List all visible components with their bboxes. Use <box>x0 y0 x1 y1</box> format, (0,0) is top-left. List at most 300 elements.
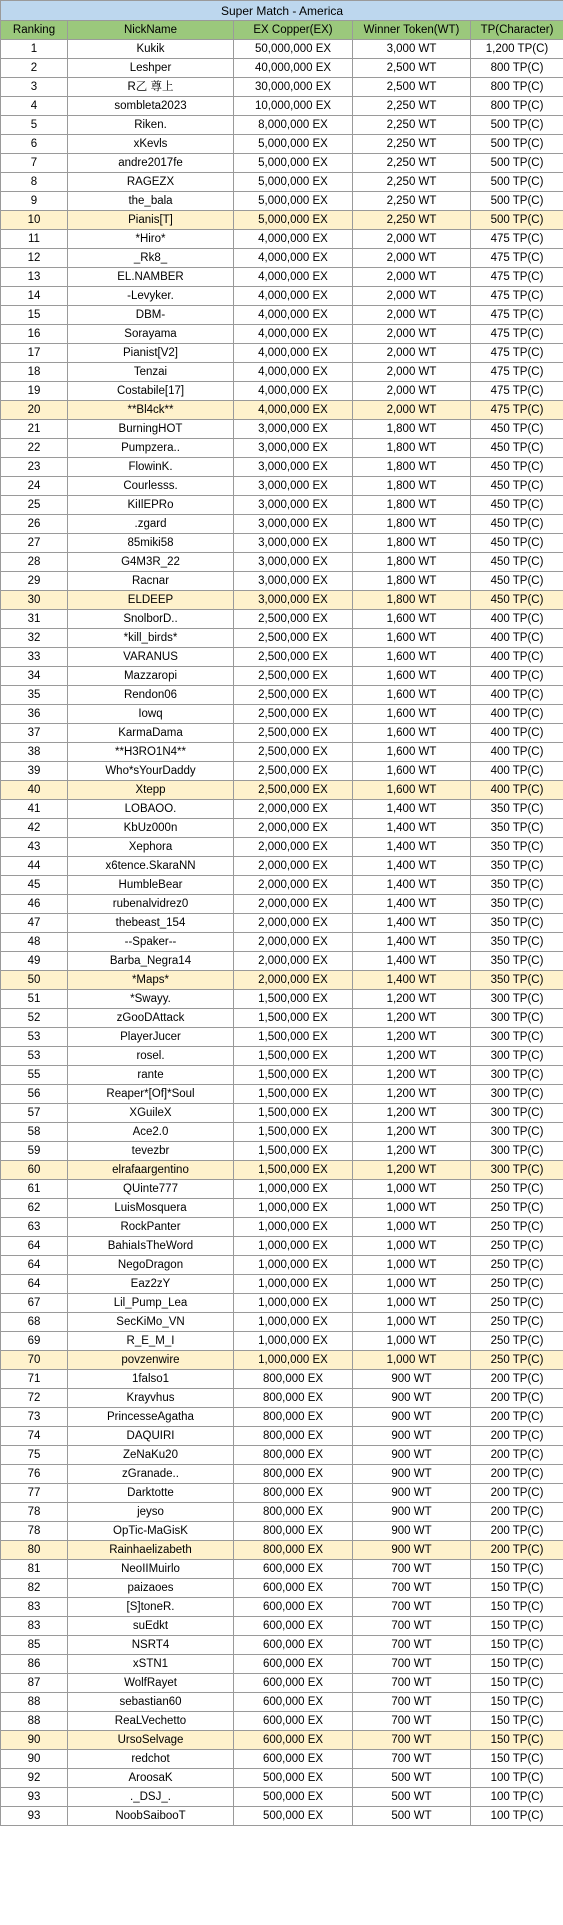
table-row <box>1 1769 563 1788</box>
nickname-cell: Xephora <box>68 838 234 857</box>
winner-token-cell: 700 WT <box>353 1598 471 1617</box>
winner-token-cell: 1,000 WT <box>353 1180 471 1199</box>
ex-copper-cell: 2,000,000 EX <box>234 971 353 990</box>
rank-cell: 56 <box>1 1085 68 1104</box>
ex-copper-cell: 4,000,000 EX <box>234 325 353 344</box>
nickname-cell: _Rk8_ <box>68 249 234 268</box>
winner-token-cell: 1,800 WT <box>353 553 471 572</box>
nickname-cell: rubenalvidrez0 <box>68 895 234 914</box>
table-row <box>1 1275 563 1294</box>
tp-cell: 200 TP(C) <box>471 1465 563 1484</box>
winner-token-cell: 1,600 WT <box>353 667 471 686</box>
rank-cell: 5 <box>1 116 68 135</box>
winner-token-cell: 1,200 WT <box>353 1028 471 1047</box>
tp-cell: 150 TP(C) <box>471 1693 563 1712</box>
rank-cell: 26 <box>1 515 68 534</box>
rank-cell: 64 <box>1 1237 68 1256</box>
rank-cell: 28 <box>1 553 68 572</box>
winner-token-cell: 900 WT <box>353 1446 471 1465</box>
tp-cell: 200 TP(C) <box>471 1522 563 1541</box>
winner-token-cell: 1,600 WT <box>353 705 471 724</box>
rank-cell: 6 <box>1 135 68 154</box>
table-row <box>1 1636 563 1655</box>
winner-token-cell: 1,200 WT <box>353 1161 471 1180</box>
rank-cell: 36 <box>1 705 68 724</box>
nickname-cell: povzenwire <box>68 1351 234 1370</box>
header-ex-copper: EX Copper(EX) <box>234 21 353 40</box>
header-row <box>1 21 563 40</box>
ex-copper-cell: 1,000,000 EX <box>234 1351 353 1370</box>
nickname-cell: thebeast_154 <box>68 914 234 933</box>
ex-copper-cell: 800,000 EX <box>234 1370 353 1389</box>
winner-token-cell: 1,800 WT <box>353 572 471 591</box>
nickname-cell: Pianis[T] <box>68 211 234 230</box>
table-row <box>1 401 563 420</box>
nickname-cell: Rendon06 <box>68 686 234 705</box>
table-row <box>1 648 563 667</box>
nickname-cell: tevezbr <box>68 1142 234 1161</box>
winner-token-cell: 2,250 WT <box>353 173 471 192</box>
table-row <box>1 287 563 306</box>
winner-token-cell: 2,250 WT <box>353 154 471 173</box>
rank-cell: 10 <box>1 211 68 230</box>
tp-cell: 250 TP(C) <box>471 1351 563 1370</box>
table-row <box>1 1085 563 1104</box>
tp-cell: 450 TP(C) <box>471 553 563 572</box>
rank-cell: 74 <box>1 1427 68 1446</box>
nickname-cell: NegoDragon <box>68 1256 234 1275</box>
tp-cell: 300 TP(C) <box>471 1066 563 1085</box>
table-row <box>1 971 563 990</box>
nickname-cell: KbUz000n <box>68 819 234 838</box>
winner-token-cell: 1,800 WT <box>353 496 471 515</box>
table-row <box>1 1807 563 1826</box>
table-row <box>1 458 563 477</box>
tp-cell: 475 TP(C) <box>471 325 563 344</box>
ex-copper-cell: 1,500,000 EX <box>234 1085 353 1104</box>
nickname-cell: Leshper <box>68 59 234 78</box>
rank-cell: 71 <box>1 1370 68 1389</box>
nickname-cell: -Levyker. <box>68 287 234 306</box>
tp-cell: 150 TP(C) <box>471 1655 563 1674</box>
rank-cell: 24 <box>1 477 68 496</box>
table-row <box>1 1617 563 1636</box>
winner-token-cell: 1,200 WT <box>353 1047 471 1066</box>
ex-copper-cell: 3,000,000 EX <box>234 515 353 534</box>
table-row <box>1 667 563 686</box>
nickname-cell: *kill_birds* <box>68 629 234 648</box>
ex-copper-cell: 4,000,000 EX <box>234 249 353 268</box>
winner-token-cell: 1,600 WT <box>353 686 471 705</box>
nickname-cell: Costabile[17] <box>68 382 234 401</box>
rank-cell: 70 <box>1 1351 68 1370</box>
header-ranking: Ranking <box>1 21 68 40</box>
winner-token-cell: 1,000 WT <box>353 1218 471 1237</box>
winner-token-cell: 1,800 WT <box>353 439 471 458</box>
table-row <box>1 990 563 1009</box>
tp-cell: 300 TP(C) <box>471 1142 563 1161</box>
nickname-cell: AroosaK <box>68 1769 234 1788</box>
winner-token-cell: 2,000 WT <box>353 363 471 382</box>
tp-cell: 250 TP(C) <box>471 1313 563 1332</box>
table-row <box>1 534 563 553</box>
rank-cell: 30 <box>1 591 68 610</box>
nickname-cell: andre2017fe <box>68 154 234 173</box>
ex-copper-cell: 500,000 EX <box>234 1807 353 1826</box>
rank-cell: 33 <box>1 648 68 667</box>
nickname-cell: rante <box>68 1066 234 1085</box>
table-row <box>1 1541 563 1560</box>
winner-token-cell: 900 WT <box>353 1370 471 1389</box>
tp-cell: 250 TP(C) <box>471 1199 563 1218</box>
winner-token-cell: 1,600 WT <box>353 781 471 800</box>
ex-copper-cell: 600,000 EX <box>234 1712 353 1731</box>
nickname-cell: QUinte777 <box>68 1180 234 1199</box>
tp-cell: 250 TP(C) <box>471 1218 563 1237</box>
table-row <box>1 1009 563 1028</box>
rank-cell: 87 <box>1 1674 68 1693</box>
nickname-cell: Pumpzera.. <box>68 439 234 458</box>
nickname-cell: DBM- <box>68 306 234 325</box>
winner-token-cell: 1,600 WT <box>353 762 471 781</box>
header-winner-token: Winner Token(WT) <box>353 21 471 40</box>
winner-token-cell: 1,400 WT <box>353 876 471 895</box>
table-row <box>1 610 563 629</box>
winner-token-cell: 1,200 WT <box>353 1123 471 1142</box>
ex-copper-cell: 1,000,000 EX <box>234 1199 353 1218</box>
nickname-cell: BahiaIsTheWord <box>68 1237 234 1256</box>
winner-token-cell: 1,800 WT <box>353 458 471 477</box>
nickname-cell: Rainhaelizabeth <box>68 1541 234 1560</box>
table-row <box>1 1066 563 1085</box>
rank-cell: 11 <box>1 230 68 249</box>
winner-token-cell: 2,000 WT <box>353 230 471 249</box>
winner-token-cell: 2,000 WT <box>353 401 471 420</box>
rank-cell: 47 <box>1 914 68 933</box>
table-row <box>1 496 563 515</box>
tp-cell: 100 TP(C) <box>471 1769 563 1788</box>
nickname-cell: NSRT4 <box>68 1636 234 1655</box>
tp-cell: 300 TP(C) <box>471 1047 563 1066</box>
table-row <box>1 1731 563 1750</box>
rank-cell: 51 <box>1 990 68 1009</box>
winner-token-cell: 1,600 WT <box>353 610 471 629</box>
winner-token-cell: 2,250 WT <box>353 116 471 135</box>
nickname-cell: LuisMosquera <box>68 1199 234 1218</box>
winner-token-cell: 1,600 WT <box>353 724 471 743</box>
nickname-cell: Who*sYourDaddy <box>68 762 234 781</box>
tp-cell: 150 TP(C) <box>471 1712 563 1731</box>
tp-cell: 150 TP(C) <box>471 1579 563 1598</box>
tp-cell: 800 TP(C) <box>471 78 563 97</box>
table-row <box>1 116 563 135</box>
nickname-cell: 85miki58 <box>68 534 234 553</box>
nickname-cell: Darktotte <box>68 1484 234 1503</box>
table-row <box>1 135 563 154</box>
tp-cell: 1,200 TP(C) <box>471 40 563 59</box>
table-row <box>1 306 563 325</box>
winner-token-cell: 1,400 WT <box>353 819 471 838</box>
nickname-cell: **Bl4ck** <box>68 401 234 420</box>
ex-copper-cell: 2,000,000 EX <box>234 857 353 876</box>
rank-cell: 78 <box>1 1522 68 1541</box>
winner-token-cell: 900 WT <box>353 1503 471 1522</box>
table-row <box>1 249 563 268</box>
table-row <box>1 1199 563 1218</box>
winner-token-cell: 1,400 WT <box>353 838 471 857</box>
nickname-cell: suEdkt <box>68 1617 234 1636</box>
ex-copper-cell: 5,000,000 EX <box>234 154 353 173</box>
rank-cell: 41 <box>1 800 68 819</box>
winner-token-cell: 700 WT <box>353 1617 471 1636</box>
rank-cell: 7 <box>1 154 68 173</box>
rank-cell: 46 <box>1 895 68 914</box>
rank-cell: 86 <box>1 1655 68 1674</box>
tp-cell: 300 TP(C) <box>471 1009 563 1028</box>
winner-token-cell: 1,200 WT <box>353 1142 471 1161</box>
ex-copper-cell: 8,000,000 EX <box>234 116 353 135</box>
rank-cell: 4 <box>1 97 68 116</box>
ex-copper-cell: 2,500,000 EX <box>234 667 353 686</box>
nickname-cell: R乙 尊上 <box>68 78 234 97</box>
tp-cell: 500 TP(C) <box>471 116 563 135</box>
rank-cell: 8 <box>1 173 68 192</box>
rank-cell: 17 <box>1 344 68 363</box>
tp-cell: 475 TP(C) <box>471 401 563 420</box>
rank-cell: 58 <box>1 1123 68 1142</box>
tp-cell: 250 TP(C) <box>471 1180 563 1199</box>
tp-cell: 450 TP(C) <box>471 420 563 439</box>
tp-cell: 350 TP(C) <box>471 933 563 952</box>
ex-copper-cell: 4,000,000 EX <box>234 306 353 325</box>
winner-token-cell: 1,200 WT <box>353 1085 471 1104</box>
rank-cell: 20 <box>1 401 68 420</box>
rank-cell: 31 <box>1 610 68 629</box>
tp-cell: 800 TP(C) <box>471 97 563 116</box>
rank-cell: 18 <box>1 363 68 382</box>
tp-cell: 450 TP(C) <box>471 591 563 610</box>
ex-copper-cell: 10,000,000 EX <box>234 97 353 116</box>
ex-copper-cell: 2,000,000 EX <box>234 838 353 857</box>
ex-copper-cell: 1,500,000 EX <box>234 1028 353 1047</box>
rank-cell: 92 <box>1 1769 68 1788</box>
tp-cell: 350 TP(C) <box>471 971 563 990</box>
winner-token-cell: 1,000 WT <box>353 1256 471 1275</box>
nickname-cell: x6tence.SkaraNN <box>68 857 234 876</box>
tp-cell: 450 TP(C) <box>471 515 563 534</box>
ex-copper-cell: 500,000 EX <box>234 1788 353 1807</box>
tp-cell: 350 TP(C) <box>471 895 563 914</box>
table-row <box>1 838 563 857</box>
nickname-cell: Barba_Negra14 <box>68 952 234 971</box>
rank-cell: 42 <box>1 819 68 838</box>
nickname-cell: Lil_Pump_Lea <box>68 1294 234 1313</box>
rank-cell: 88 <box>1 1712 68 1731</box>
winner-token-cell: 700 WT <box>353 1636 471 1655</box>
tp-cell: 475 TP(C) <box>471 268 563 287</box>
nickname-cell: the_bala <box>68 192 234 211</box>
table-row <box>1 1503 563 1522</box>
tp-cell: 350 TP(C) <box>471 857 563 876</box>
winner-token-cell: 3,000 WT <box>353 40 471 59</box>
rank-cell: 38 <box>1 743 68 762</box>
rank-cell: 53 <box>1 1047 68 1066</box>
rank-cell: 72 <box>1 1389 68 1408</box>
nickname-cell: xKevls <box>68 135 234 154</box>
rank-cell: 44 <box>1 857 68 876</box>
ex-copper-cell: 800,000 EX <box>234 1446 353 1465</box>
tp-cell: 350 TP(C) <box>471 800 563 819</box>
ex-copper-cell: 4,000,000 EX <box>234 287 353 306</box>
ex-copper-cell: 2,000,000 EX <box>234 800 353 819</box>
rank-cell: 23 <box>1 458 68 477</box>
table-row <box>1 40 563 59</box>
winner-token-cell: 1,200 WT <box>353 1009 471 1028</box>
rank-cell: 60 <box>1 1161 68 1180</box>
ex-copper-cell: 600,000 EX <box>234 1636 353 1655</box>
winner-token-cell: 700 WT <box>353 1674 471 1693</box>
nickname-cell: RockPanter <box>68 1218 234 1237</box>
nickname-cell: jeyso <box>68 1503 234 1522</box>
ex-copper-cell: 30,000,000 EX <box>234 78 353 97</box>
winner-token-cell: 1,000 WT <box>353 1332 471 1351</box>
header-nickname: NickName <box>68 21 234 40</box>
ex-copper-cell: 2,500,000 EX <box>234 686 353 705</box>
winner-token-cell: 2,000 WT <box>353 344 471 363</box>
rank-cell: 13 <box>1 268 68 287</box>
rank-cell: 3 <box>1 78 68 97</box>
table-row <box>1 1104 563 1123</box>
tp-cell: 400 TP(C) <box>471 781 563 800</box>
nickname-cell: FlowinK. <box>68 458 234 477</box>
ex-copper-cell: 2,500,000 EX <box>234 610 353 629</box>
table-row <box>1 1237 563 1256</box>
table-row <box>1 1750 563 1769</box>
rank-cell: 76 <box>1 1465 68 1484</box>
winner-token-cell: 1,400 WT <box>353 971 471 990</box>
table-row <box>1 1161 563 1180</box>
ex-copper-cell: 800,000 EX <box>234 1484 353 1503</box>
table-row <box>1 1351 563 1370</box>
rank-cell: 43 <box>1 838 68 857</box>
rank-cell: 59 <box>1 1142 68 1161</box>
nickname-cell: SecKiMo_VN <box>68 1313 234 1332</box>
ex-copper-cell: 800,000 EX <box>234 1503 353 1522</box>
ex-copper-cell: 3,000,000 EX <box>234 591 353 610</box>
tp-cell: 475 TP(C) <box>471 249 563 268</box>
winner-token-cell: 700 WT <box>353 1560 471 1579</box>
rank-cell: 64 <box>1 1275 68 1294</box>
ex-copper-cell: 1,500,000 EX <box>234 1009 353 1028</box>
table-row <box>1 1788 563 1807</box>
tp-cell: 150 TP(C) <box>471 1617 563 1636</box>
nickname-cell: Iowq <box>68 705 234 724</box>
tp-cell: 500 TP(C) <box>471 135 563 154</box>
table-row <box>1 914 563 933</box>
ex-copper-cell: 3,000,000 EX <box>234 439 353 458</box>
tp-cell: 450 TP(C) <box>471 572 563 591</box>
tp-cell: 200 TP(C) <box>471 1389 563 1408</box>
ex-copper-cell: 5,000,000 EX <box>234 192 353 211</box>
table-row <box>1 952 563 971</box>
ex-copper-cell: 1,500,000 EX <box>234 1104 353 1123</box>
winner-token-cell: 1,400 WT <box>353 895 471 914</box>
table-row <box>1 515 563 534</box>
nickname-cell: NoobSaibooT <box>68 1807 234 1826</box>
nickname-cell: ._DSJ_. <box>68 1788 234 1807</box>
tp-cell: 475 TP(C) <box>471 287 563 306</box>
winner-token-cell: 1,000 WT <box>353 1294 471 1313</box>
tp-cell: 400 TP(C) <box>471 610 563 629</box>
nickname-cell: Reaper*[Of]*Soul <box>68 1085 234 1104</box>
table-row <box>1 1408 563 1427</box>
rank-cell: 77 <box>1 1484 68 1503</box>
ex-copper-cell: 4,000,000 EX <box>234 230 353 249</box>
nickname-cell: PlayerJucer <box>68 1028 234 1047</box>
table-row <box>1 1655 563 1674</box>
tp-cell: 300 TP(C) <box>471 1085 563 1104</box>
table-row <box>1 762 563 781</box>
nickname-cell: BurningHOT <box>68 420 234 439</box>
nickname-cell: Ace2.0 <box>68 1123 234 1142</box>
rank-cell: 29 <box>1 572 68 591</box>
table-row <box>1 477 563 496</box>
tp-cell: 150 TP(C) <box>471 1560 563 1579</box>
table-row <box>1 173 563 192</box>
tp-cell: 400 TP(C) <box>471 629 563 648</box>
winner-token-cell: 1,800 WT <box>353 477 471 496</box>
rank-cell: 90 <box>1 1731 68 1750</box>
tp-cell: 450 TP(C) <box>471 439 563 458</box>
tp-cell: 250 TP(C) <box>471 1294 563 1313</box>
ex-copper-cell: 4,000,000 EX <box>234 344 353 363</box>
winner-token-cell: 1,000 WT <box>353 1275 471 1294</box>
nickname-cell: Eaz2zY <box>68 1275 234 1294</box>
tp-cell: 150 TP(C) <box>471 1750 563 1769</box>
winner-token-cell: 1,600 WT <box>353 629 471 648</box>
table-row <box>1 1712 563 1731</box>
table-row <box>1 1142 563 1161</box>
nickname-cell: KiIlEPRo <box>68 496 234 515</box>
ex-copper-cell: 2,000,000 EX <box>234 876 353 895</box>
tp-cell: 475 TP(C) <box>471 382 563 401</box>
rank-cell: 39 <box>1 762 68 781</box>
ex-copper-cell: 4,000,000 EX <box>234 401 353 420</box>
table-row <box>1 591 563 610</box>
winner-token-cell: 1,000 WT <box>353 1199 471 1218</box>
winner-token-cell: 2,000 WT <box>353 382 471 401</box>
table-row <box>1 59 563 78</box>
table-row <box>1 439 563 458</box>
nickname-cell: Krayvhus <box>68 1389 234 1408</box>
table-row <box>1 1313 563 1332</box>
rank-cell: 21 <box>1 420 68 439</box>
rank-cell: 53 <box>1 1028 68 1047</box>
rank-cell: 27 <box>1 534 68 553</box>
winner-token-cell: 700 WT <box>353 1579 471 1598</box>
table-row <box>1 1522 563 1541</box>
winner-token-cell: 1,400 WT <box>353 800 471 819</box>
ex-copper-cell: 600,000 EX <box>234 1617 353 1636</box>
rank-cell: 52 <box>1 1009 68 1028</box>
rank-cell: 81 <box>1 1560 68 1579</box>
ex-copper-cell: 600,000 EX <box>234 1750 353 1769</box>
tp-cell: 150 TP(C) <box>471 1731 563 1750</box>
table-row <box>1 629 563 648</box>
nickname-cell: .zgard <box>68 515 234 534</box>
ex-copper-cell: 2,500,000 EX <box>234 743 353 762</box>
tp-cell: 300 TP(C) <box>471 990 563 1009</box>
